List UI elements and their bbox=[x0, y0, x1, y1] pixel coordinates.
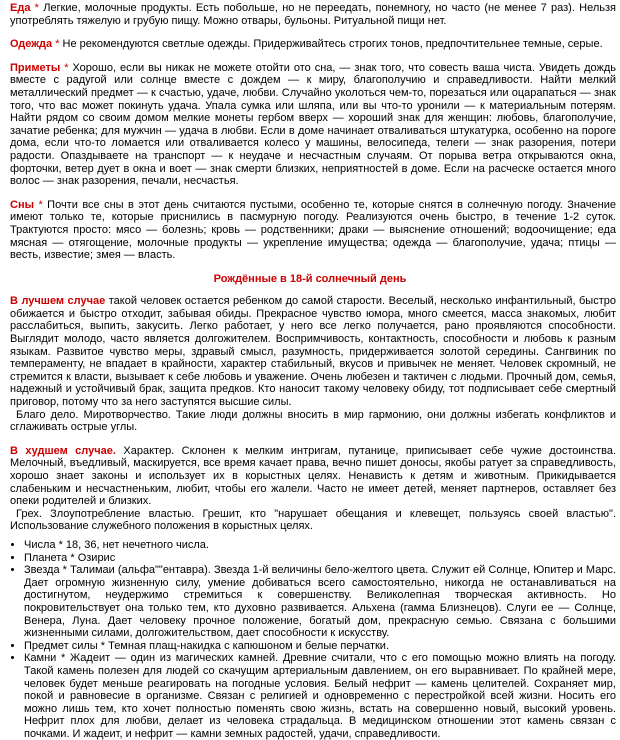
star-icon: * bbox=[64, 61, 69, 74]
star-icon: * bbox=[55, 38, 60, 51]
text-eda: Легкие, молочные продукты. Есть побольше, но не переедать, понемногу, но часто (не менее 7 раз). Нельзя употреблять тяжелую и грубую пищу. Можно отвары, бульоны. Ритуальной пищи нет. bbox=[10, 2, 616, 27]
section-heading: Рождённые в 18-й солнечный день bbox=[213, 272, 407, 285]
label-sny: Сны bbox=[10, 198, 34, 211]
star-icon: * bbox=[34, 2, 39, 14]
list-item: • Предмет силы * Темная плащ-накидка с капюшоном и белые перчатки. bbox=[24, 640, 616, 653]
text-odezhda: Не рекомендуются светлые одежды. Придерживайтесь строгих тонов, предпочтительнее темные, серые. bbox=[62, 38, 603, 51]
label-odezhda: Одежда bbox=[10, 38, 53, 51]
list-item: • Планета * Озирис bbox=[24, 552, 616, 565]
text-best: такой человек остается ребенком до самой старости. Веселый, несколько инфантильный, быстро обижается и быстро отходит, забывая обиды. Прекрасное чувство юмора, много смеется, масса знакомых, любит расслабиться, выпить, закусить. Легко работает, у него все легко получается, рано проявляются способности. Выглядит молодо, часто является долгожителем. Воспримчивость, контактность, способности и любовь к разным языкам. Развитое чувство меры, здравый смысл, разумность, придерживается золотой середины. Сангвиник по темпераменту, не впадает в крайности, характер стабильный, вкусов и привычек не меняет. Человек скромный, не стремится к власти, вызывает к себе любовь и уважение. Очень любезен и тактичен с людьми. Прочный дом, семья, надежный и устойчивый брак, защита предков. Кто наносит такому человеку обиду, тот подписывает себе смертный приговор, потому что за него заступятся высшие силы. bbox=[10, 295, 616, 409]
best-extra: Благо дело. Миротворчество. Такие люди должны вносить в мир гармонию, они должны избегать конфликтов и сглаживать острые углы. bbox=[10, 408, 616, 434]
section-best bbox=[4, 295, 616, 408]
section-sny bbox=[4, 199, 616, 262]
label-best: В лучшем случае bbox=[10, 295, 106, 308]
list-item: • Звезда * Талимаи (альфа""ентавра). Звезда 1-й величины бело-желтого цвета. Служит ей Солнце, Юпитер и Марс. Дает огромную жизненную силу, умение добиваться всего самостоятельно, никогда не останавливаться на достигнутом, неудержимо стремиться к совершенству. Великолепная творческая активность. Но покровительствует она только тем, кто духовно развивается. Альхена (гамма Близнецов). Слуги ее — Солнце, Венера, Луна. Дает человеку прочное положение, богатый дом, прекрасную семью. Связана с большими жизненными силами, долгожительством, дает способности к искусству. bbox=[24, 564, 616, 640]
text-primety: Хорошо, если вы никак не можете отойти ото сна, — знак того, что совесть ваша чиста. Увидеть дождь вместе с радугой или солнце вместе с дождем — к миру, благополучию и справедливости. Найти мелкий металлический предмет — к счастью, удаче, любви. Случайно уколоться чем-то, порезаться или оцарапаться — знак того, что вас может покинуть удача. Упала сумка или шляпа, или вы что-то уронили — к материальным потерям. Найти рядом со своим домом мелкие монеты гербом вверх — хороший знак для женщин: любовь, благополучие, зачатие ребенка; для мужчин — удача в любви. Если в доме начинает отваливаться штукатурка, особенно на пороге дома, если что-то ломается или отваливается колесо у машины, велосипеда, телеги — знак разорения, потери радости. Опаздываете на транспорт — к неудаче и несчастным случаям. От порыва ветра открываются окна, форточки, ветер дует в окна и воет — знак смерти близких, неприятностей в доме. Если на расческе остается много волос — знак разорения, печали, несчастья. bbox=[10, 61, 617, 188]
label-eda: Еда bbox=[10, 2, 31, 14]
list-item: • Числа * 18, 36, нет нечетного числа. bbox=[24, 539, 616, 552]
worst-extra: Грех. Злоупотребление властью. Грешит, кто "нарушает обещания и клевещет, пользуясь своей властью". Использование служебного положения в корыстных целях. bbox=[10, 507, 616, 533]
text-sny: Почти все сны в этот день считаются пустыми, особенно те, которые снятся в солнечную погоду. Значение имеют только те, которые приснились в пасмурную погоду. Реализуются очень быстро, в течение 1-2 суток. Трактуются просто: мясо — болезнь; кровь — родственники; драки — выяснение отношений; водоочищение; еда мясная — отягощение, молочные продукты — укрепление имущества; одежда — благополучие, удача; птицы — весть, известие; змея — власть. bbox=[10, 198, 616, 262]
section-odezhda bbox=[4, 38, 616, 51]
section-eda bbox=[4, 2, 616, 27]
text-worst: Характер. Склонен к мелким интригам, путанице, приписывает себе чужие достоинства. Мелочный, въедливый, маскируется, все время качает права, вечно пишет доносы, якобы ратует за справедливость, хорошо знает законы и использует их в корыстных целях. Ненависть к детям и животным. Прикидывается слабеньким и несчастненьким, любит, чтобы его жалели. Часто не имеет детей, меняет партнеров, оставляет без опеки родителей и близких. bbox=[10, 444, 617, 508]
section-worst bbox=[4, 445, 616, 508]
list-item: • Камни * Жадеит — один из магических камней. Древние считали, что с его помощью можно влиять на погоду. Такой камень полезен для людей со скачущим артериальным давлением, он его выравнивает. По крайней мере, человек будет меньше реагировать на погодные условия. Белый нефрит — камень целителей. Сохраняет мир, покой и равновесие в организме. Связан с религией и одновременно с перестройкой всей жизни. Носить его можно лишь тем, кто хочет полностью поменять свою жизнь, встать на совершенно новый, высокий уровень. Нефрит плох для любви, делает из человека страдальца. В медицинском отношении этот камень связан с почками. И жадеит, и нефрит — камни земных радостей, удачи, справедливости. bbox=[24, 652, 616, 740]
section-primety bbox=[4, 62, 616, 188]
label-worst: В худшем случае. bbox=[10, 444, 116, 457]
star-icon: * bbox=[38, 198, 43, 211]
label-primety: Приметы bbox=[10, 61, 61, 74]
attributes-list bbox=[4, 539, 616, 740]
